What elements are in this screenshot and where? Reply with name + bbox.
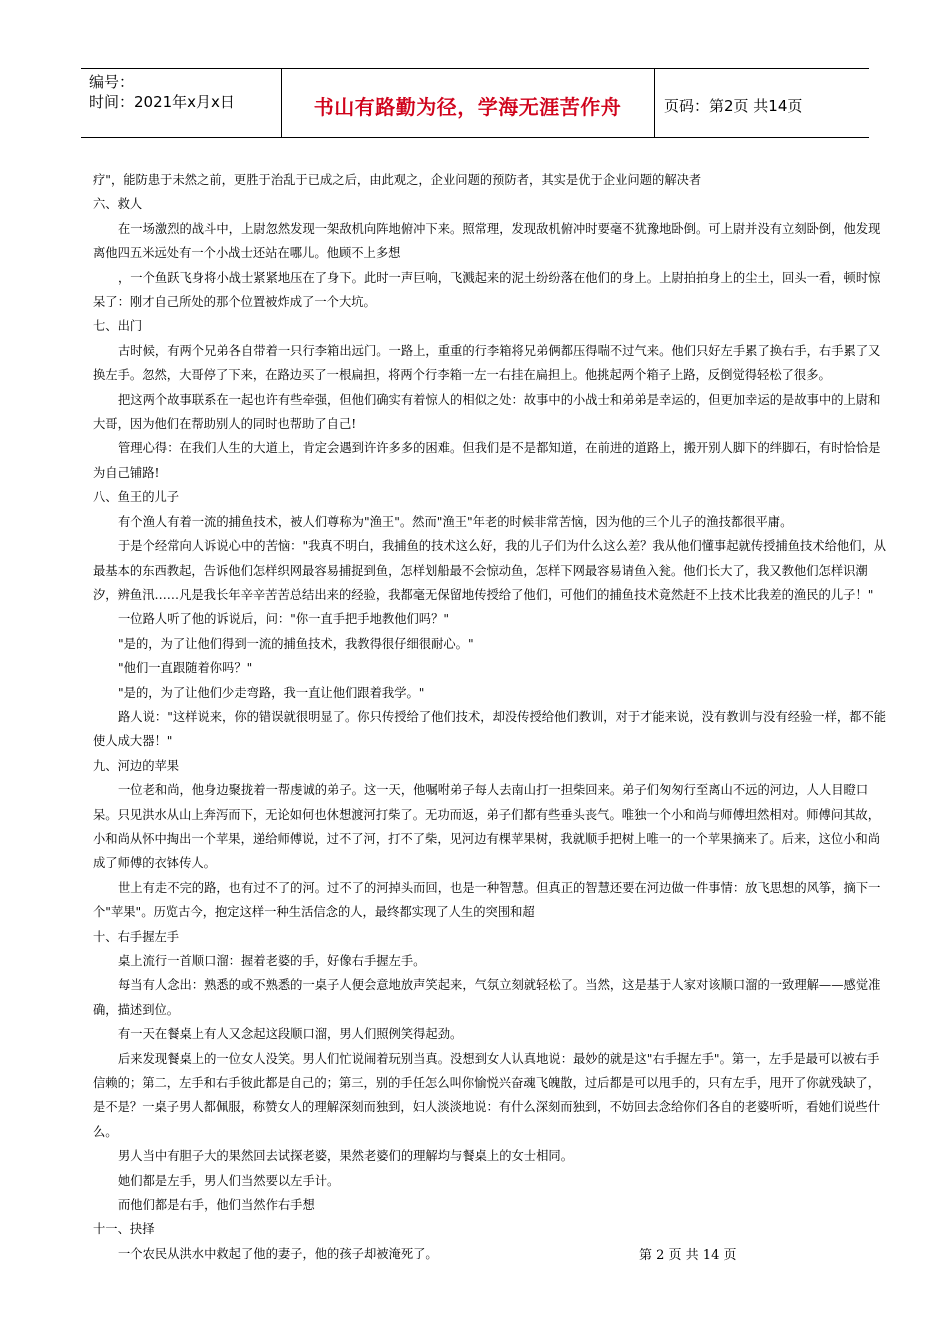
paragraph: 每当有人念出：熟悉的或不熟悉的一桌子人便会意地放声笑起来，气氛立刻就轻松了。当然，这是基于人家对该顺口溜的一致理解——感觉准确，描述到位。	[93, 978, 881, 1017]
header-page-cell	[654, 69, 869, 137]
paragraph: 疗"，能防患于未然之前，更胜于治乱于已成之后，由此观之，企业问题的预防者，其实是优于企业问题的解决者	[93, 173, 702, 187]
page-header	[81, 68, 869, 138]
paragraph: "是的，为了让他们少走弯路，我一直让他们跟着我学。"	[118, 685, 425, 700]
paragraph: 男人当中有胆子大的果然回去试探老婆，果然老婆们的理解均与餐桌上的女士相同。	[118, 1149, 573, 1164]
page-number-label: 页码：第2页 共14页	[664, 97, 803, 115]
paragraph: "他们一直跟随着你吗？"	[118, 661, 253, 676]
paragraph: 管理心得：在我们人生的大道上，肯定会遇到许许多多的困难。但我们是不是都知道，在前进的道路上，搬开别人脚下的绊脚石，有时恰恰是为自己铺路!	[93, 441, 881, 480]
paragraph: 一位路人听了他的诉说后，问："你一直手把手地教他们吗？"	[118, 612, 450, 627]
section-heading: 八、鱼王的儿子	[93, 490, 180, 505]
paragraph: 而他们都是右手，他们当然作右手想	[118, 1198, 315, 1213]
paragraph: 路人说："这样说来，你的错误就很明显了。你只传授给了他们技术，却没传授给他们教训，对于才能来说，没有教训与没有经验一样，都不能使人成大器！"	[93, 709, 887, 749]
number-label: 编号：	[89, 73, 135, 91]
paragraph: 有一天在餐桌上有人又念起这段顺口溜，男人们照例笑得起劲。	[118, 1027, 463, 1042]
paragraph: 古时候，有两个兄弟各自带着一只行李箱出远门。一路上，重重的行李箱将兄弟俩都压得喘不过气来。他们只好左手累了换右手，右手累了又换左手。忽然，大哥停了下来，在路边买了一根扁担，将两个行李箱一左一右挂在扁担上。他挑起两个箱子上路，反倒觉得轻松了很多。	[93, 343, 881, 383]
paragraph: 把这两个故事联系在一起也许有些牵强，但他们确实有着惊人的相似之处：故事中的小战士和弟弟是幸运的，但更加幸运的是故事中的上尉和大哥，因为他们在帮助别人的同时也帮助了自己!	[93, 392, 881, 432]
paragraph: ，一个鱼跃飞身将小战士紧紧地压在了身下。此时一声巨响，飞溅起来的泥土纷纷落在他们的身上。上尉拍拍身上的尘土，回头一看，顿时惊呆了：刚才自己所处的那个位置被炸成了一个大坑。	[93, 270, 881, 310]
paragraph: 于是个经常向人诉说心中的苦恼："我真不明白，我捕鱼的技术这么好，我的儿子们为什么这么差？我从他们懂事起就传授捕鱼技术给他们，从最基本的东西教起，告诉他们怎样织网最容易捕捉到鱼，怎样划船最不会惊动鱼，怎样下网最容易请鱼入瓮。他们长大了，我又教他们怎样识潮汐，辨鱼汛……凡是我长年辛辛苦苦总结出来的经验，我都毫无保留地传授给了他们，可他们的捕鱼技术竟然赶不上技术比我差的渔民的儿子！"	[93, 539, 887, 602]
section-heading: 九、河边的苹果	[93, 758, 180, 773]
paragraph: 在一场激烈的战斗中，上尉忽然发现一架敌机向阵地俯冲下来。照常理，发现敌机俯冲时要毫不犹豫地卧倒。可上尉并没有立刻卧倒，他发现离他四五米远处有一个小战士还站在哪儿。他顾不上多想	[93, 221, 881, 261]
paragraph: 桌上流行一首顺口溜：握着老婆的手，好像右手握左手。	[118, 954, 426, 968]
paragraph: 世上有走不完的路，也有过不了的河。过不了的河掉头而回，也是一种智慧。但真正的智慧还要在河边做一件事情：放飞思想的风筝，摘下一个"苹果"。历览古今，抱定这样一种生活信念的人，最终都实现了人生的突围和超	[93, 880, 881, 920]
section-heading: 十一、抉择	[93, 1222, 155, 1237]
date-label: 时间：2021年x月x日	[89, 93, 235, 111]
paragraph: "是的，为了让他们得到一流的捕鱼技术，我教得很仔细很耐心。"	[118, 636, 474, 651]
paragraph: 她们都是左手，男人们当然要以左手计。	[118, 1173, 340, 1188]
document-body	[93, 168, 888, 1266]
paragraph: 有个渔人有着一流的捕鱼技术，被人们尊称为"渔王"。然而"渔王"年老的时候非常苦恼，因为他的三个儿子的渔技都很平庸。	[118, 514, 793, 529]
paragraph: 一个农民从洪水中救起了他的妻子，他的孩子却被淹死了。	[118, 1246, 438, 1261]
page-footer: 第 2 页 共 14 页	[639, 1248, 737, 1263]
section-heading: 十、右手握左手	[93, 929, 180, 944]
header-motto-cell	[281, 69, 655, 137]
paragraph: 一位老和尚，他身边聚拢着一帮虔诚的弟子。这一天，他嘱咐弟子每人去南山打一担柴回来。弟子们匆匆行至离山不远的河边，人人目瞪口呆。只见洪水从山上奔泻而下，无论如何也休想渡河打柴了。无功而返，弟子们都有些垂头丧气。唯独一个小和尚与师傅坦然相对。师傅问其故，小和尚从怀中掏出一个苹果，递给师傅说，过不了河，打不了柴，见河边有棵苹果树，我就顺手把树上唯一的一个苹果摘来了。后来，这位小和尚成了师傅的衣钵传人。	[93, 783, 881, 871]
section-heading: 七、出门	[93, 319, 143, 334]
motto-text: 书山有路勤为径，学海无涯苦作舟	[313, 95, 622, 119]
header-info-cell	[81, 69, 282, 137]
paragraph: 后来发现餐桌上的一位女人没笑。男人们忙说闹着玩别当真。没想到女人认真地说：最妙的就是这"右手握左手"。第一，左手是最可以被右手信赖的；第二，左手和右手彼此都是自己的；第三，别的手任怎么叫你愉悦兴奋魂飞魄散，过后都是可以甩手的，只有左手，甩开了你就残缺了，是不是？一桌子男人都佩服，称赞女人的理解深刻而独到，妇人淡淡地说：有什么深刻而独到，不妨回去念给你们各自的老婆听听，看她们说些什么。	[93, 1051, 881, 1139]
section-heading: 六、救人	[93, 197, 143, 212]
